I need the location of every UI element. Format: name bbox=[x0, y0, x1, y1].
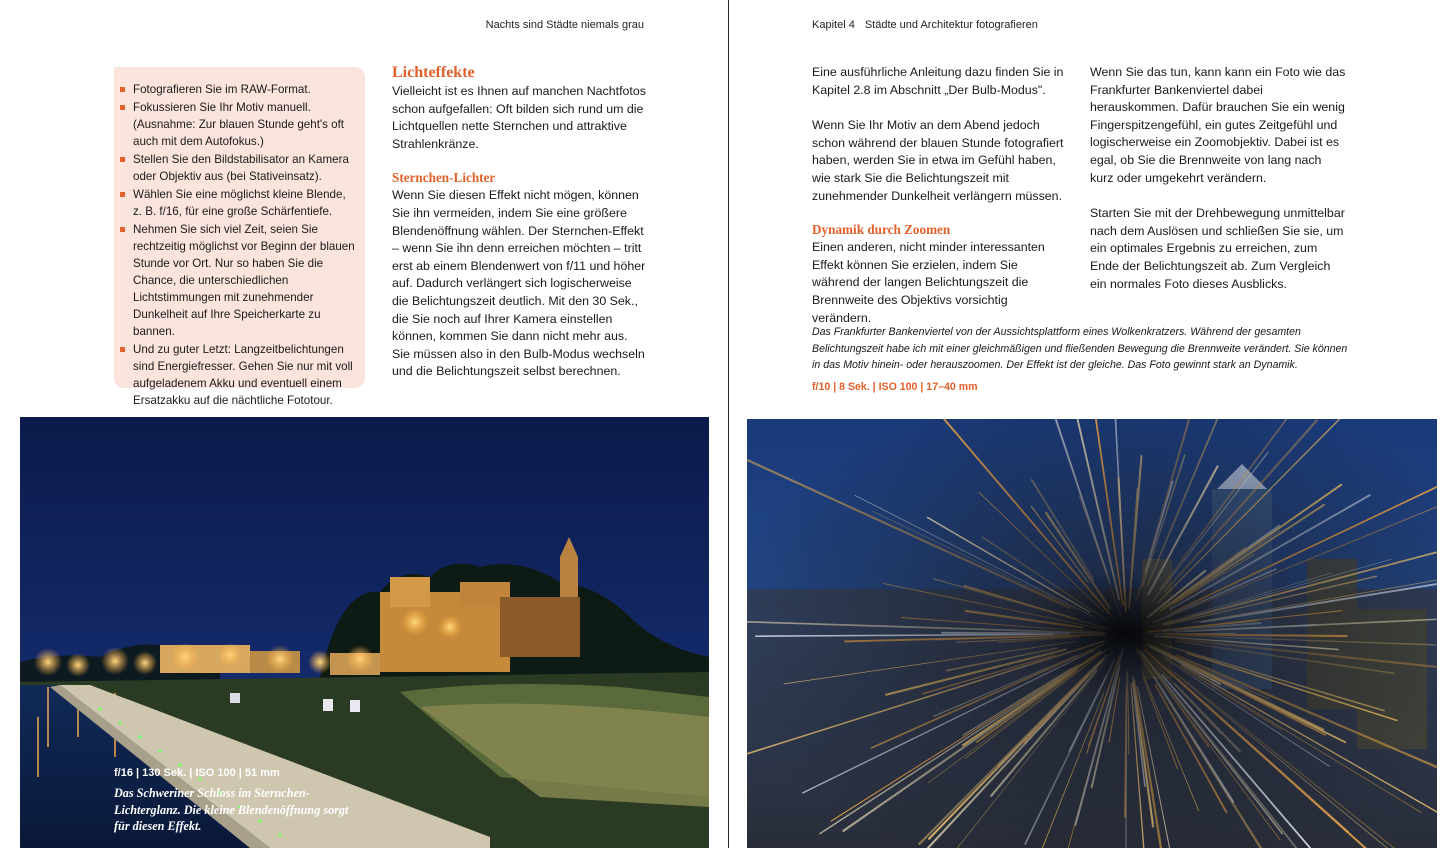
photo-caption-right bbox=[812, 324, 1352, 395]
tip-item: Stellen Sie den Bildstabilisator an Kamera oder Objektiv aus (bei Stativeinsatz). bbox=[120, 151, 357, 185]
paragraph-blue-hour: Wenn Sie Ihr Motiv an dem Abend jedoch schon während der blauen Stunde fotografiert haben, werden Sie in etwa im Gefühl haben, wie stark Sie die Belichtungszeit mit zunehmender Dunkelheit verlängern müssen. bbox=[812, 118, 1064, 203]
photo-exif-left: f/16 | 130 Sek. | ISO 100 | 51 mm bbox=[114, 767, 280, 779]
bullet-square-icon bbox=[120, 347, 125, 352]
tip-item: Nehmen Sie sich viel Zeit, seien Sie rechtzeitig möglichst vor Beginn der blauen Stunde vor Ort. Nur so haben Sie die Chance, die unterschiedlichen Lichtstimmungen mit zunehmender Dunkelheit auf Ihre Speicherkarte zu bannen. bbox=[120, 221, 357, 340]
chapter-number: Kapitel 4 bbox=[812, 19, 855, 31]
paragraph-lichteffekte: Vielleicht ist es Ihnen auf manchen Nachtfotos schon aufgefallen: Oft bilden sich rund um die Lichtquellen nette Sternchen und attraktive Strahlenkränze. bbox=[392, 84, 646, 151]
zoom-burst-image bbox=[747, 419, 1437, 848]
photo-schwerin-castle bbox=[20, 417, 709, 848]
heading-lichteffekte: Lichteffekte bbox=[392, 64, 475, 81]
photo-exif-right: f/10 | 8 Sek. | ISO 100 | 17–40 mm bbox=[812, 380, 978, 393]
chapter-title: Städte und Architektur fotografieren bbox=[864, 19, 1038, 31]
tip-item: Und zu guter Letzt: Langzeitbelichtungen sind Energiefresser. Gehen Sie nur mit voll aufgeladenem Akku und eventuell einem Ersatzakku auf die nächtliche Fototour. bbox=[120, 341, 357, 409]
tip-box bbox=[114, 67, 365, 407]
right-page bbox=[729, 0, 1450, 848]
tip-item: Fokussieren Sie Ihr Motiv manuell. (Ausnahme: Zur blauen Stunde geht's oft auch mit dem Autofokus.) bbox=[120, 99, 357, 150]
paragraph-frankfurt: Wenn Sie das tun, kann kann ein Foto wie das Frankfurter Bankenviertel dabei herauskommen. Dafür brauchen Sie ein wenig Fingerspitzengefühl, ein gutes Zeitgefühl und logischerweise ein Zoomobjektiv. Dabei ist es egal, ob Sie die Brennweite von lang nach kurz oder umgekehrt verändern. bbox=[1090, 65, 1346, 185]
paragraph-rotation: Starten Sie mit der Drehbewegung unmittelbar nach dem Auslösen und schließen Sie sie, um ein optimales Ergebnis zu erreichen, zum Ende der Belichtungszeit ab. Zum Vergleich ein normales Foto dieses Ausblicks. bbox=[1090, 206, 1345, 291]
heading-dynamik-durch-zoomen: Dynamik durch Zoomen bbox=[812, 222, 951, 238]
left-text-column bbox=[392, 63, 646, 381]
right-column-2 bbox=[1090, 64, 1348, 293]
bullet-square-icon bbox=[120, 87, 125, 92]
tip-item: Wählen Sie eine möglichst kleine Blende, z. B. f/16, für eine große Schärfentiefe. bbox=[120, 186, 357, 220]
bullet-square-icon bbox=[120, 227, 125, 232]
bullet-square-icon bbox=[120, 192, 125, 197]
paragraph-sternchen-lichter: Wenn Sie diesen Effekt nicht mögen, können Sie ihn vermeiden, indem Sie eine größere Blendenöffnung wählen. Der Sternchen-Effekt – wenn Sie ihn denn erreichen möchten – tritt erst ab einem Blendenwert von f/11 und höher auf. Dadurch verlängert sich logischerweise die Belichtungszeit deutlich. Mit den 30 Sek., die Sie noch auf Ihrer Kamera einstellen können, kommen Sie dann nicht mehr aus. Sie müssen also in den Bulb-Modus wechseln und die Belichtungszeit selbst berechnen. bbox=[392, 188, 646, 379]
bullet-square-icon bbox=[120, 105, 125, 110]
tip-list bbox=[120, 81, 357, 409]
paragraph-bulb-reference: Eine ausführliche Anleitung dazu finden Sie in Kapitel 2.8 im Abschnitt „Der Bulb-Modus". bbox=[812, 65, 1064, 97]
photo-caption-left bbox=[114, 765, 354, 835]
photo-frankfurt-zoom bbox=[747, 419, 1437, 848]
running-head-left: Nachts sind Städte niemals grau bbox=[485, 19, 644, 31]
running-head-right bbox=[812, 19, 1038, 31]
photo-caption-text-right: Das Frankfurter Bankenviertel von der Aussichtsplattform eines Wolkenkratzers. Während der gesamten Belichtungszeit habe ich mit einer gleichmäßigen und fließenden Bewegung die Brennweite verändert. Sie können in das Motiv hinein- oder herauszoomen. Der Effekt ist der gleiche. Das Foto gewinnt stark an Dynamik. bbox=[812, 326, 1348, 371]
tip-item: Fotografieren Sie im RAW-Format. bbox=[120, 81, 357, 98]
paragraph-zoom-effect: Einen anderen, nicht minder interessanten Effekt können Sie erzielen, indem Sie während der langen Belichtungszeit die Brennweite des Objektivs vorsichtig verändern. bbox=[812, 240, 1045, 325]
right-column-1 bbox=[812, 64, 1068, 327]
photo-caption-text-left: Das Schweriner Schloss im Sternchen-Lichterglanz. Die kleine Blendenöffnung sorgt für diesen Effekt. bbox=[114, 786, 349, 833]
bullet-square-icon bbox=[120, 157, 125, 162]
heading-sternchen-lichter: Sternchen-Lichter bbox=[392, 170, 496, 186]
